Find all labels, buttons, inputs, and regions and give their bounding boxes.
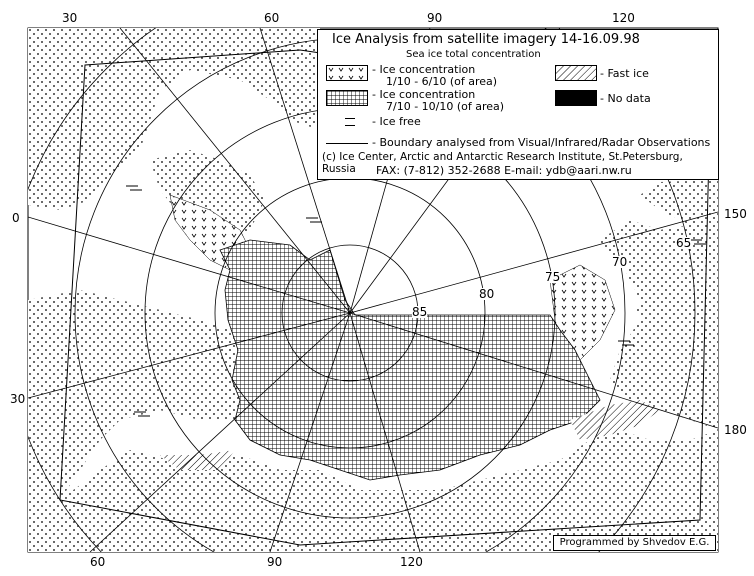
legend-high-line1: - Ice concentration [372,88,476,101]
legend-fast-ice: - Fast ice [600,67,649,80]
legend-boundary: - Boundary analysed from Visual/Infrared/Radar Observations [372,136,711,149]
legend-high-line2: 7/10 - 10/10 (of area) [386,100,505,113]
swatch-fast-ice [555,65,597,81]
meridian-label-150-right: 150 [724,207,747,221]
legend-copyright: (c) Ice Center, Arctic and Antarctic Research Institute, St.Petersburg, Russia [322,151,683,175]
legend-low-line2: 1/10 - 6/10 (of area) [386,75,498,88]
meridian-label-30-left: 30 [10,392,26,406]
swatch-no-data [555,90,597,106]
meridian-label-90-bottom: 90 [267,555,283,569]
legend-no-data: - No data [600,92,651,105]
swatch-boundary-line [326,143,368,144]
legend-subtitle: Sea ice total concentration [406,49,541,60]
credit-box: Programmed by Shvedov E.G. [553,535,716,551]
map-legend [317,29,719,180]
meridian-label-0-left: 0 [12,211,20,225]
meridian-label-120-top: 120 [612,11,635,25]
parallel-label-80: 80 [479,287,495,301]
swatch-low-concentration [326,65,368,81]
meridian-label-180-right: 180 [724,423,747,437]
parallel-label-85: 85 [412,305,428,319]
meridian-label-90-top: 90 [427,11,443,25]
legend-title: Ice Analysis from satellite imagery 14-16.09.98 [332,32,640,47]
meridian-label-120-bottom: 120 [400,555,423,569]
swatch-high-concentration [326,90,368,106]
parallel-label-75: 75 [545,270,561,284]
legend-low-line1: - Ice concentration [372,63,476,76]
meridian-label-60-top: 60 [264,11,280,25]
meridian-label-60-bottom: 60 [90,555,106,569]
parallel-label-70: 70 [612,255,628,269]
swatch-ice-free [345,118,355,126]
legend-contact: FAX: (7-812) 352-2688 E-mail: ydb@aari.nw.ru [376,164,632,177]
legend-ice-free: - Ice free [372,115,421,128]
meridian-label-30-top: 30 [62,11,78,25]
parallel-label-65: 65 [676,236,692,250]
